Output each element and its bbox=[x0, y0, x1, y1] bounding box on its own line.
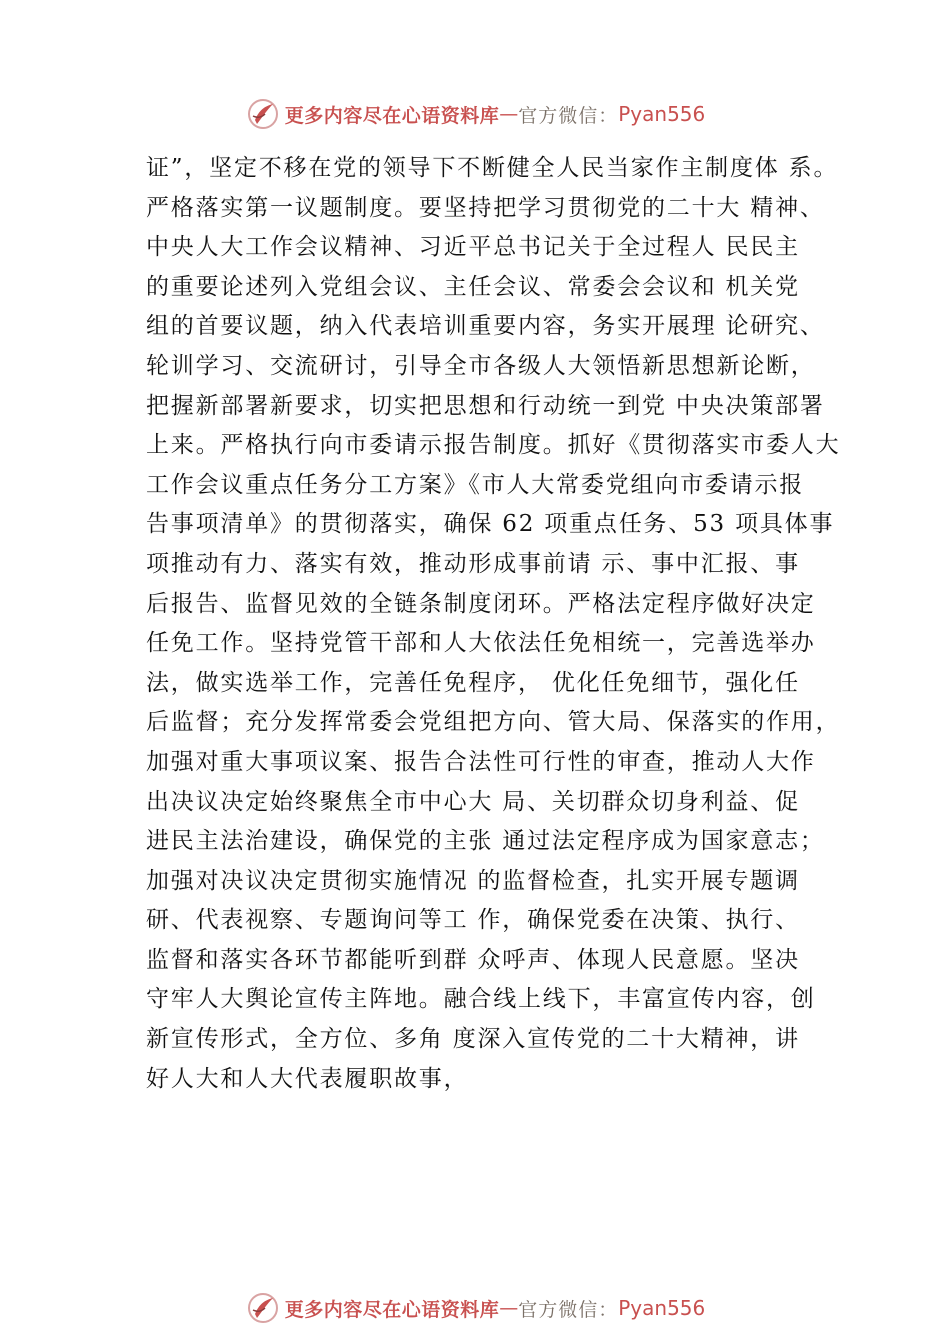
body-line: 轮训学习、交流研讨，引导全市各级人大领悟新思想新论断， bbox=[146, 352, 816, 379]
body-line: 加强对重大事项议案、报告合法性可行性的审查，推动人大作 bbox=[146, 748, 816, 775]
body-line: 出决议决定始终聚焦全市中心大 局、关切群众切身利益、促 bbox=[146, 788, 800, 815]
document-body bbox=[146, 149, 846, 1099]
footer-brand-text: 更多内容尽在心语资料库 bbox=[284, 1298, 500, 1321]
body-line: 加强对决议决定贯彻实施情况 的监督检查，扎实开展专题调 bbox=[146, 867, 800, 894]
body-line: 进民主法治建设，确保党的主张 通过法定程序成为国家意志； bbox=[146, 828, 825, 855]
body-line: 项推动有力、落实有效，推动形成事前请 示、事中汇报、事 bbox=[146, 550, 800, 577]
body-line: 把握新部署新要求，切实把思想和行动统一到党 中央决策部署 bbox=[146, 392, 825, 419]
header-wechat-label: 官方微信： bbox=[518, 104, 619, 127]
body-line: 的重要论述列入党组会议、主任会议、常委会会议和 机关党 bbox=[146, 273, 800, 300]
header-brand-text: 更多内容尽在心语资料库 bbox=[284, 104, 500, 127]
body-line: 监督和落实各环节都能听到群 众呼声、体现人民意愿。坚决 bbox=[146, 946, 800, 973]
body-line: 严格落实第一议题制度。要坚持把学习贯彻党的二十大 精神、 bbox=[146, 194, 825, 221]
brand-logo-icon bbox=[245, 1290, 281, 1326]
body-line: 告事项清单》的贯彻落实，确保 62 项重点任务、53 项具体事 bbox=[146, 511, 835, 538]
body-line: 新宣传形式，全方位、多角 度深入宣传党的二十大精神，讲 bbox=[146, 1026, 800, 1053]
body-line: 后监督；充分发挥常委会党组把方向、管大局、保落实的作用， bbox=[146, 709, 841, 736]
body-line: 中央人大工作会议精神、习近平总书记关于全过程人 民民主 bbox=[146, 234, 800, 261]
body-line: 法，做实选举工作，完善任免程序， 优化任免细节，强化任 bbox=[146, 669, 800, 696]
body-line: 研、代表视察、专题询问等工 作，确保党委在决策、执行、 bbox=[146, 907, 800, 934]
body-line: 上来。严格执行向市委请示报告制度。抓好《贯彻落实市委人大 bbox=[146, 432, 841, 459]
header-wechat-id: Pyan556 bbox=[618, 102, 706, 126]
header-dash: — bbox=[499, 103, 519, 125]
body-line: 证”，坚定不移在党的领导下不断健全人民当家作主制度体 系。 bbox=[146, 155, 839, 181]
body-line: 守牢人大舆论宣传主阵地。融合线上线下，丰富宣传内容，创 bbox=[146, 986, 816, 1013]
brand-logo-icon bbox=[245, 96, 281, 132]
footer-dash: — bbox=[499, 1297, 519, 1319]
header-banner bbox=[0, 94, 950, 134]
body-line: 后报告、监督见效的全链条制度闭环。严格法定程序做好决定 bbox=[146, 590, 816, 617]
footer-banner bbox=[0, 1288, 950, 1328]
body-line: 组的首要议题，纳入代表培训重要内容，务实开展理 论研究、 bbox=[146, 313, 825, 340]
body-line: 好人大和人大代表履职故事， bbox=[146, 1065, 469, 1092]
body-line: 任免工作。坚持党管干部和人大依法任免相统一，完善选举办 bbox=[146, 630, 816, 657]
footer-wechat-id: Pyan556 bbox=[618, 1296, 706, 1320]
body-line: 工作会议重点任务分工方案》《市人大常委党组向市委请示报 bbox=[146, 471, 805, 498]
footer-wechat-label: 官方微信： bbox=[518, 1298, 619, 1321]
